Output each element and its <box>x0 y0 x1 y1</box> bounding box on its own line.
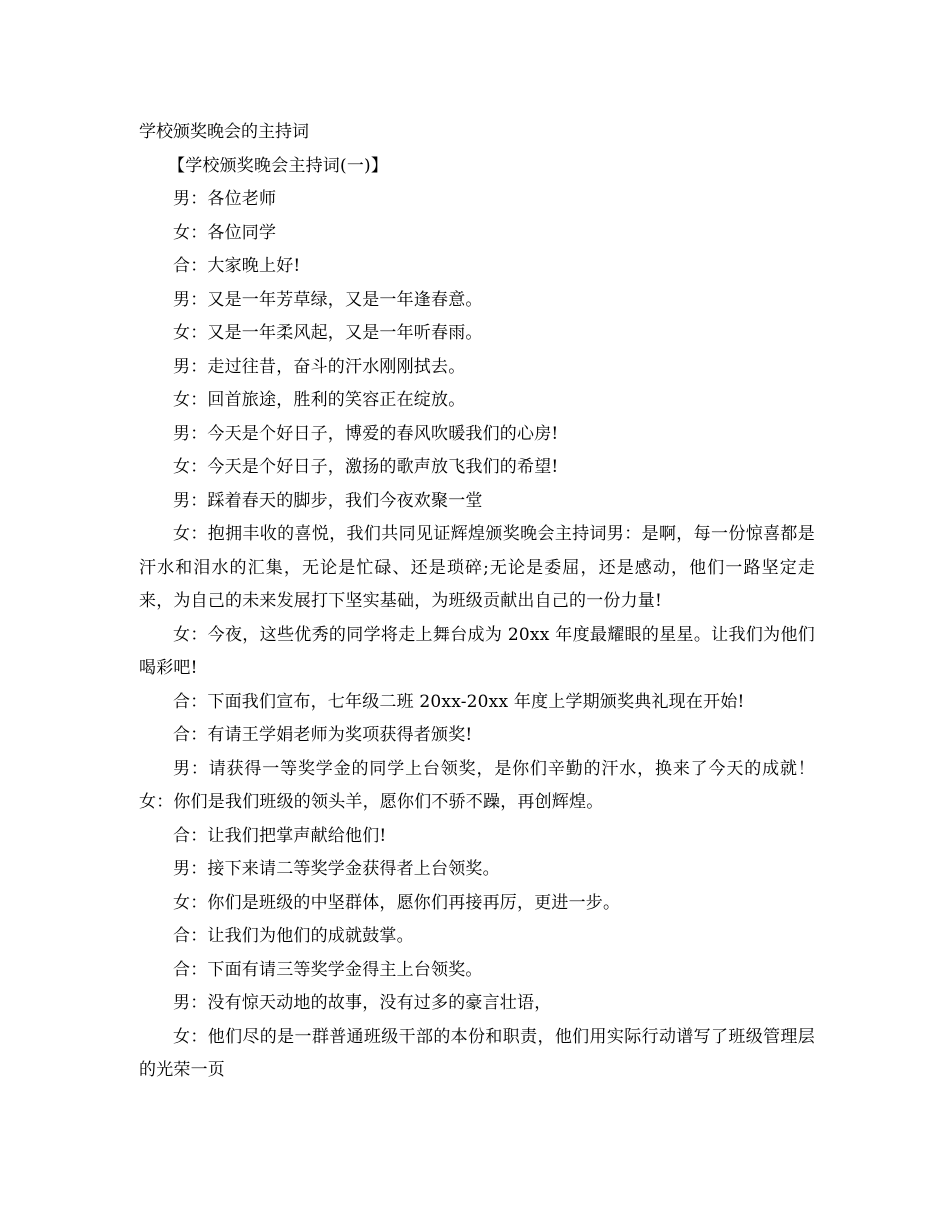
paragraph: 合：让我们为他们的成就鼓掌。 <box>173 926 414 946</box>
paragraph: 女：你们是班级的中坚群体，愿你们再接再厉，更进一步。 <box>173 892 621 913</box>
paragraph: 女：他们尽的是一群普通班级干部的本份和职责，他们用实际行动谱写了班级管理层的光荣一页 <box>139 1026 815 1080</box>
paragraph: 男：各位老师 <box>173 189 277 209</box>
paragraph: 男：没有惊天动地的故事，没有过多的豪言壮语， <box>173 993 552 1013</box>
paragraph: 女：又是一年柔风起，又是一年听春雨。 <box>173 323 483 343</box>
paragraph: 男：走过往昔，奋斗的汗水刚刚拭去。 <box>173 356 466 377</box>
paragraph: 合：让我们把掌声献给他们! <box>173 825 387 846</box>
paragraph: 女：回首旅途，胜利的笑容正在绽放。 <box>173 390 466 410</box>
paragraph: 男：接下来请二等奖学金获得者上台领奖。 <box>173 859 500 879</box>
paragraph: 男：又是一年芳草绿，又是一年逢春意。 <box>173 289 483 310</box>
paragraph: 男：请获得一等奖学金的同学上台领奖，是你们辛勤的汗水，换来了今天的成就！女：你们是我们班级的领头羊，愿你们不骄不躁，再创辉煌。 <box>139 758 815 812</box>
paragraph: 女：抱拥丰收的喜悦，我们共同见证辉煌颁奖晚会主持词男：是啊，每一份惊喜都是汗水和泪水的汇集，无论是忙碌、还是琐碎;无论是委屈，还是感动，他们一路坚定走来，为自己的未来发展打下坚实基础，为班级贡献出自己的一份力量! <box>139 524 815 611</box>
paragraph: 合：下面有请三等奖学金得主上台领奖。 <box>173 959 483 980</box>
section-heading: 【学校颁奖晚会主持词(一)】 <box>168 155 389 176</box>
paragraph: 男：踩着春天的脚步，我们今夜欢聚一堂 <box>173 490 483 511</box>
paragraph: 合：有请王学娟老师为奖项获得者颁奖! <box>173 725 473 745</box>
paragraph: 合：下面我们宣布，七年级二班 20xx-20xx 年度上学期颁奖典礼现在开始! <box>173 691 745 712</box>
paragraph: 女：各位同学 <box>173 222 277 243</box>
document-body <box>139 116 815 1088</box>
document-title: 学校颁奖晚会的主持词 <box>139 122 309 142</box>
paragraph: 女：今天是个好日子，激扬的歌声放飞我们的希望! <box>173 457 559 477</box>
paragraph: 合：大家晚上好! <box>173 256 301 276</box>
paragraph: 女：今夜，这些优秀的同学将走上舞台成为 20xx 年度最耀眼的星星。让我们为他们喝彩吧! <box>139 624 815 678</box>
paragraph: 男：今天是个好日子，博爱的春风吹暖我们的心房! <box>173 423 559 444</box>
